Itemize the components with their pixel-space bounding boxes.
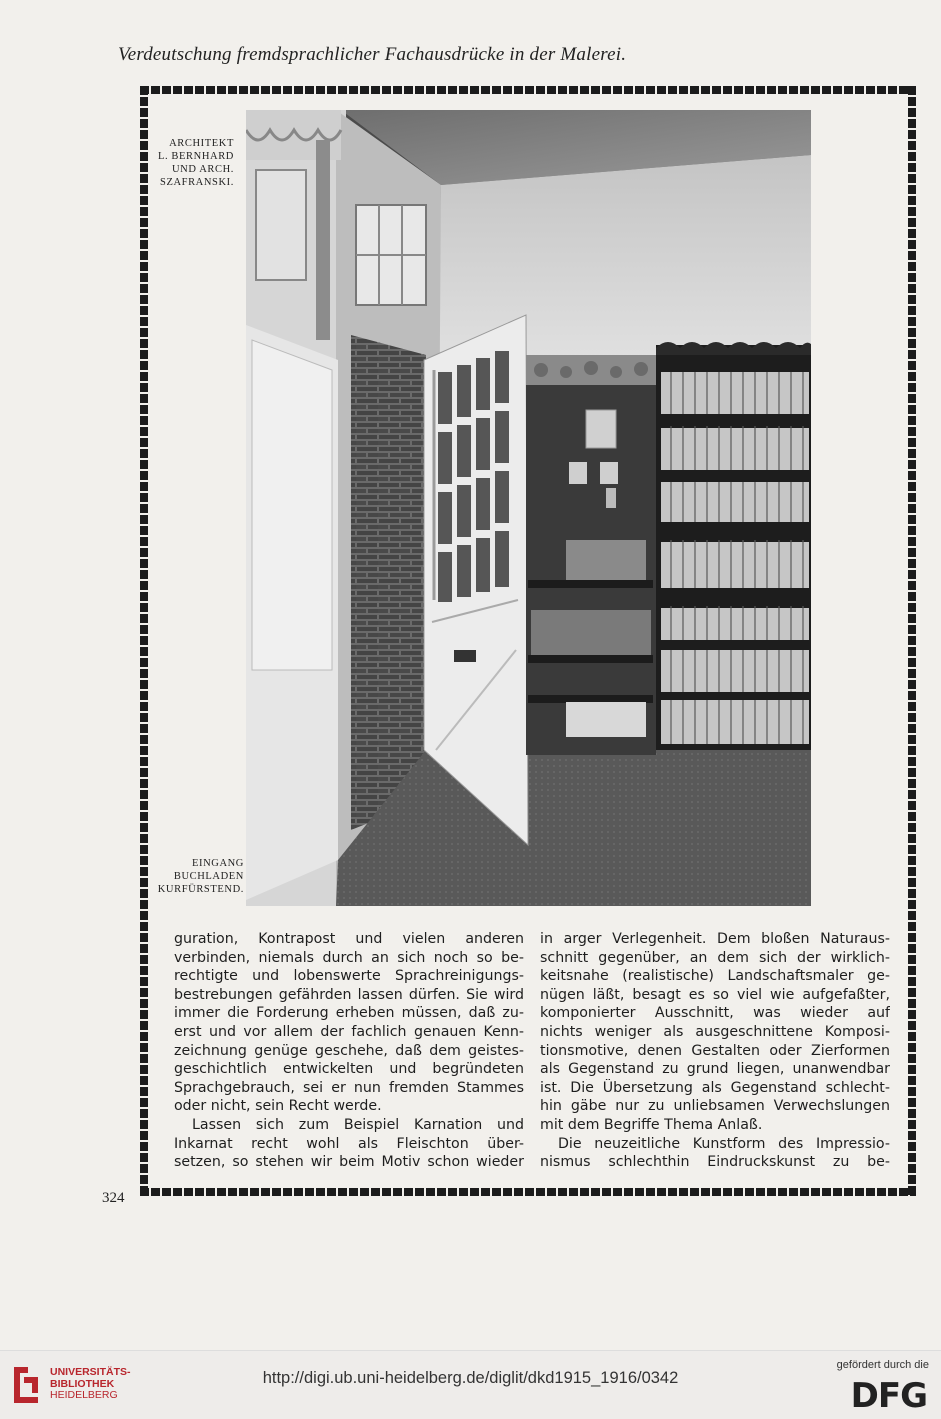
text-line: Die neuzeitliche Kunstform des Impressio- — [558, 1135, 890, 1152]
caption-line: EINGANG — [191, 858, 244, 869]
text-line: als Gegenstand zu grund liegen, unanwendbar — [540, 1061, 890, 1078]
text-column-left — [174, 930, 524, 1172]
library-name-line: HEIDELBERG — [50, 1389, 118, 1401]
text-line: rechtigte und lobenswerte Sprachreinigungs- — [174, 968, 524, 985]
text-line: Inkarnat recht wohl als Fleischton über- — [174, 1135, 524, 1152]
text-line: nismus schlechthin Eindruckskunst zu be- — [540, 1154, 890, 1171]
frame-top — [140, 86, 916, 94]
text-line: keitsnahe (realistische) Landschaftsmaler ge- — [540, 968, 890, 985]
caption-line: SZAFRANSKI. — [160, 177, 234, 188]
text-line: setzen, so stehen wir beim Motiv schon wieder — [174, 1154, 524, 1171]
dfg-logo[interactable]: DFG — [850, 1376, 927, 1416]
text-line: immer die Forderung erheben müssen, daß zu- — [174, 1005, 524, 1022]
text-column-right — [540, 930, 890, 1172]
text-line: in arger Verlegenheit. Dem bloßen Naturaus- — [540, 931, 890, 947]
text-line: verbinden, niemals durch an sich noch so be- — [174, 949, 524, 966]
text-line: Sprachgebrauch, sei er nun fremden Stammes — [174, 1079, 524, 1096]
architect-caption — [150, 137, 234, 189]
running-title: Verdeutschung fremdsprachlicher Fachausdrücke in der Malerei. — [118, 44, 627, 65]
text-line: mit dem Begriffe Thema Anlaß. — [540, 1116, 763, 1133]
digitization-footer — [0, 1350, 941, 1419]
text-line: guration, Kontrapost und vielen anderen — [174, 931, 524, 947]
bookshop-entrance-photo — [246, 110, 811, 906]
text-line: zeichnung genüge geschehe, daß dem geistes- — [174, 1042, 524, 1059]
text-line: hin gäbe nur zu unliebsamen Verwechslungen — [540, 1098, 890, 1115]
location-caption — [150, 857, 244, 896]
text-line: erst und vor allem der fachlich genauen Kenn- — [174, 1023, 524, 1040]
permalink-url[interactable]: http://digi.ub.uni-heidelberg.de/diglit/dkd1915_1916/0342 — [262, 1369, 679, 1387]
frame-left — [140, 86, 148, 1196]
funding-label: gefördert durch die — [836, 1359, 929, 1371]
text-line: nügen läßt, besagt es so viel wie aufgefaßter, — [540, 986, 890, 1003]
caption-line: BUCHLADEN — [173, 871, 244, 882]
frame-right — [908, 86, 916, 1196]
caption-line: UND ARCH. — [172, 164, 234, 175]
frame-bottom — [140, 1188, 916, 1196]
text-line: tionsmotive, denen Gestalten oder Zierformen — [540, 1042, 890, 1059]
library-name-line: UNIVERSITÄTS- — [50, 1366, 131, 1378]
caption-line: KURFÜRSTEND. — [157, 884, 244, 895]
text-line: komponierter Ausschnitt, was wieder auf — [540, 1005, 890, 1022]
page-number: 324 — [102, 1190, 125, 1206]
caption-line: L. BERNHARD — [157, 151, 234, 162]
text-line: Lassen sich zum Beispiel Karnation und — [192, 1116, 524, 1133]
text-line: nichts weniger als ausgeschnittene Komposi- — [540, 1023, 890, 1040]
text-line: geschichtlich entwickelten und begründeten — [174, 1061, 524, 1078]
text-line: schnitt gegenüber, an dem sich der wirklich- — [540, 949, 890, 966]
library-name-line: BIBLIOTHEK — [50, 1377, 115, 1390]
caption-line: ARCHITEKT — [169, 138, 234, 149]
photo-illustration — [246, 110, 811, 906]
text-line: bestrebungen gefährden lassen dürfen. Sie wird — [174, 986, 524, 1003]
text-line: ist. Die Übersetzung als Gegenstand schlecht- — [540, 1079, 890, 1096]
text-line: oder nicht, sein Recht werde. — [174, 1098, 382, 1115]
